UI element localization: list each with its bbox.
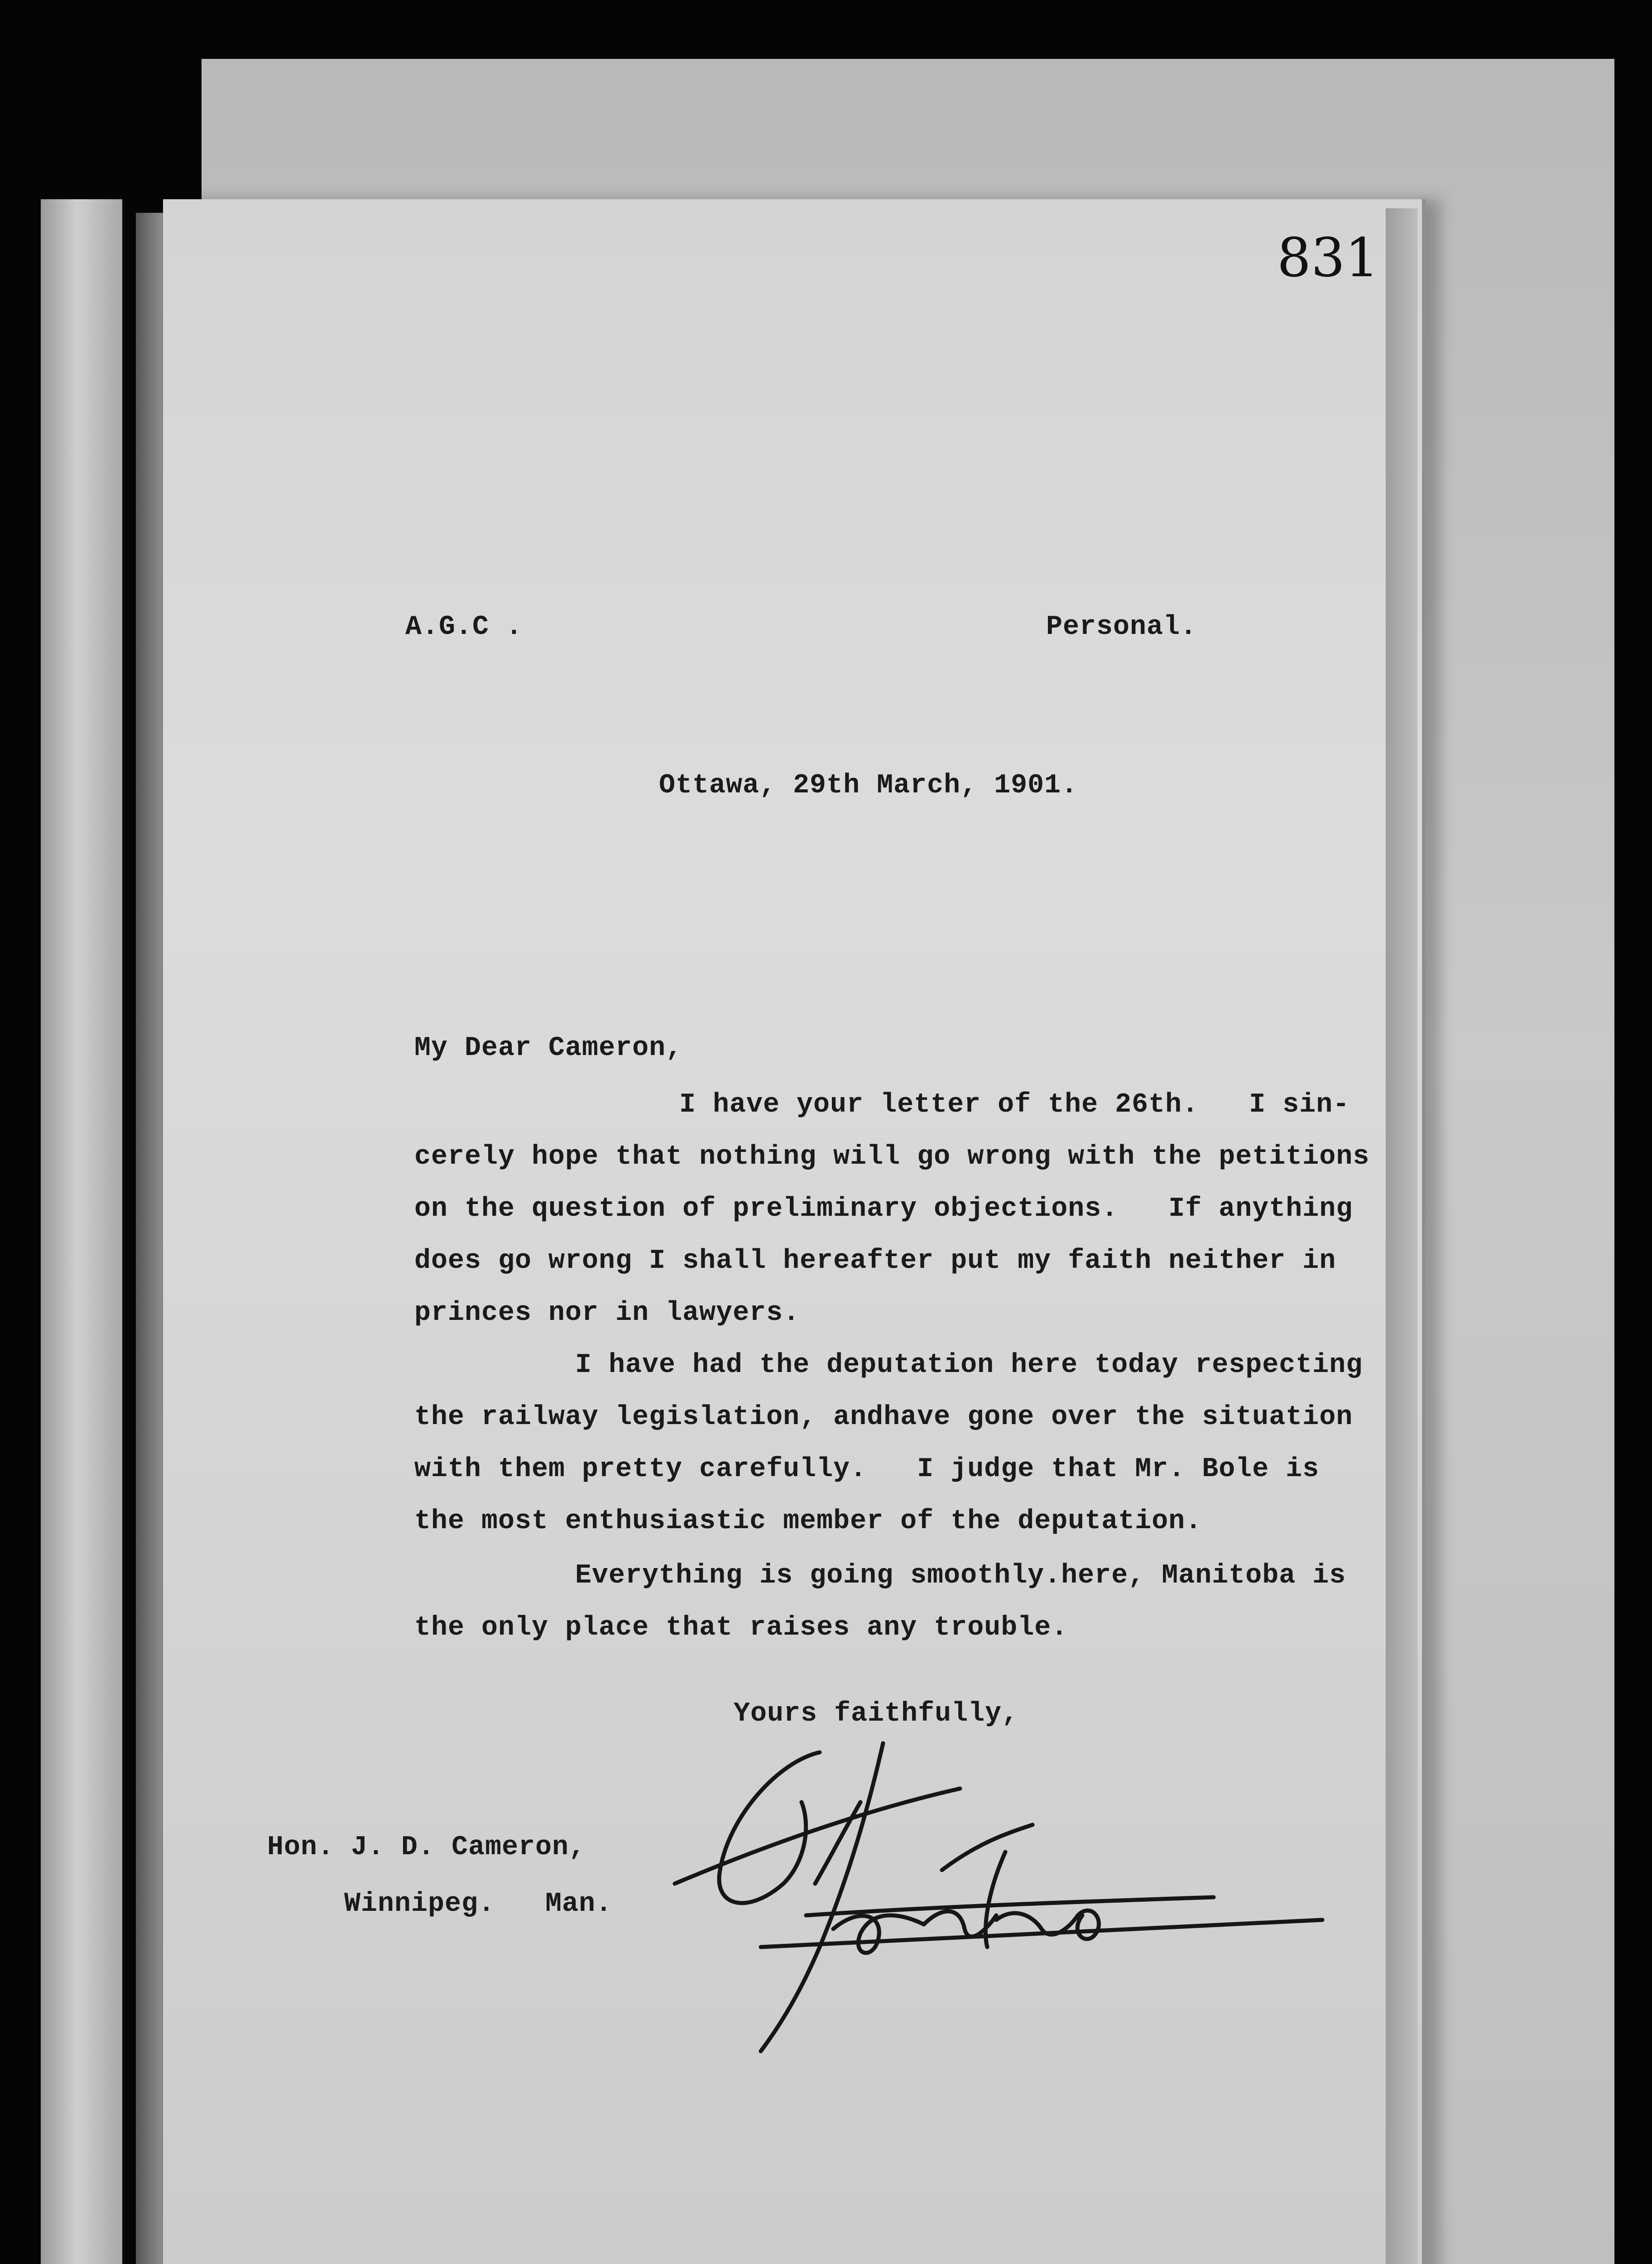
left-page-edge [41, 199, 122, 2264]
body-line: the most enthusiastic member of the deputation. [414, 1506, 1202, 1537]
letter-page-edge [1386, 208, 1417, 2264]
reference-code: A.G.C . [405, 612, 523, 643]
addressee-place: Winnipeg. Man. [344, 1889, 613, 1919]
body-line: I have had the deputation here today respecting [575, 1350, 1363, 1381]
personal-marking: Personal. [1046, 612, 1197, 643]
body-line: the only place that raises any trouble. [414, 1612, 1068, 1643]
body-line: on the question of preliminary objections. If anything [414, 1194, 1353, 1224]
page-number: 831 [1277, 226, 1379, 289]
body-line: princes nor in lawyers. [414, 1298, 800, 1329]
body-line: the railway legislation, andhave gone over the situation [414, 1402, 1353, 1433]
body-line: I have your letter of the 26th. I sin- [679, 1089, 1350, 1120]
body-line: Everything is going smoothly.here, Manitoba is [575, 1560, 1346, 1591]
addressee-name: Hon. J. D. Cameron, [267, 1832, 586, 1863]
handwritten-signature [670, 1734, 1331, 2060]
salutation: My Dear Cameron, [414, 1033, 683, 1064]
body-line: cerely hope that nothing will go wrong with the petitions [414, 1142, 1370, 1172]
body-line: does go wrong I shall hereafter put my faith neither in [414, 1246, 1336, 1276]
body-line: with them pretty carefully. I judge that Mr. Bole is [414, 1454, 1320, 1485]
closing: Yours faithfully, [734, 1698, 1019, 1729]
dateline: Ottawa, 29th March, 1901. [659, 770, 1078, 801]
